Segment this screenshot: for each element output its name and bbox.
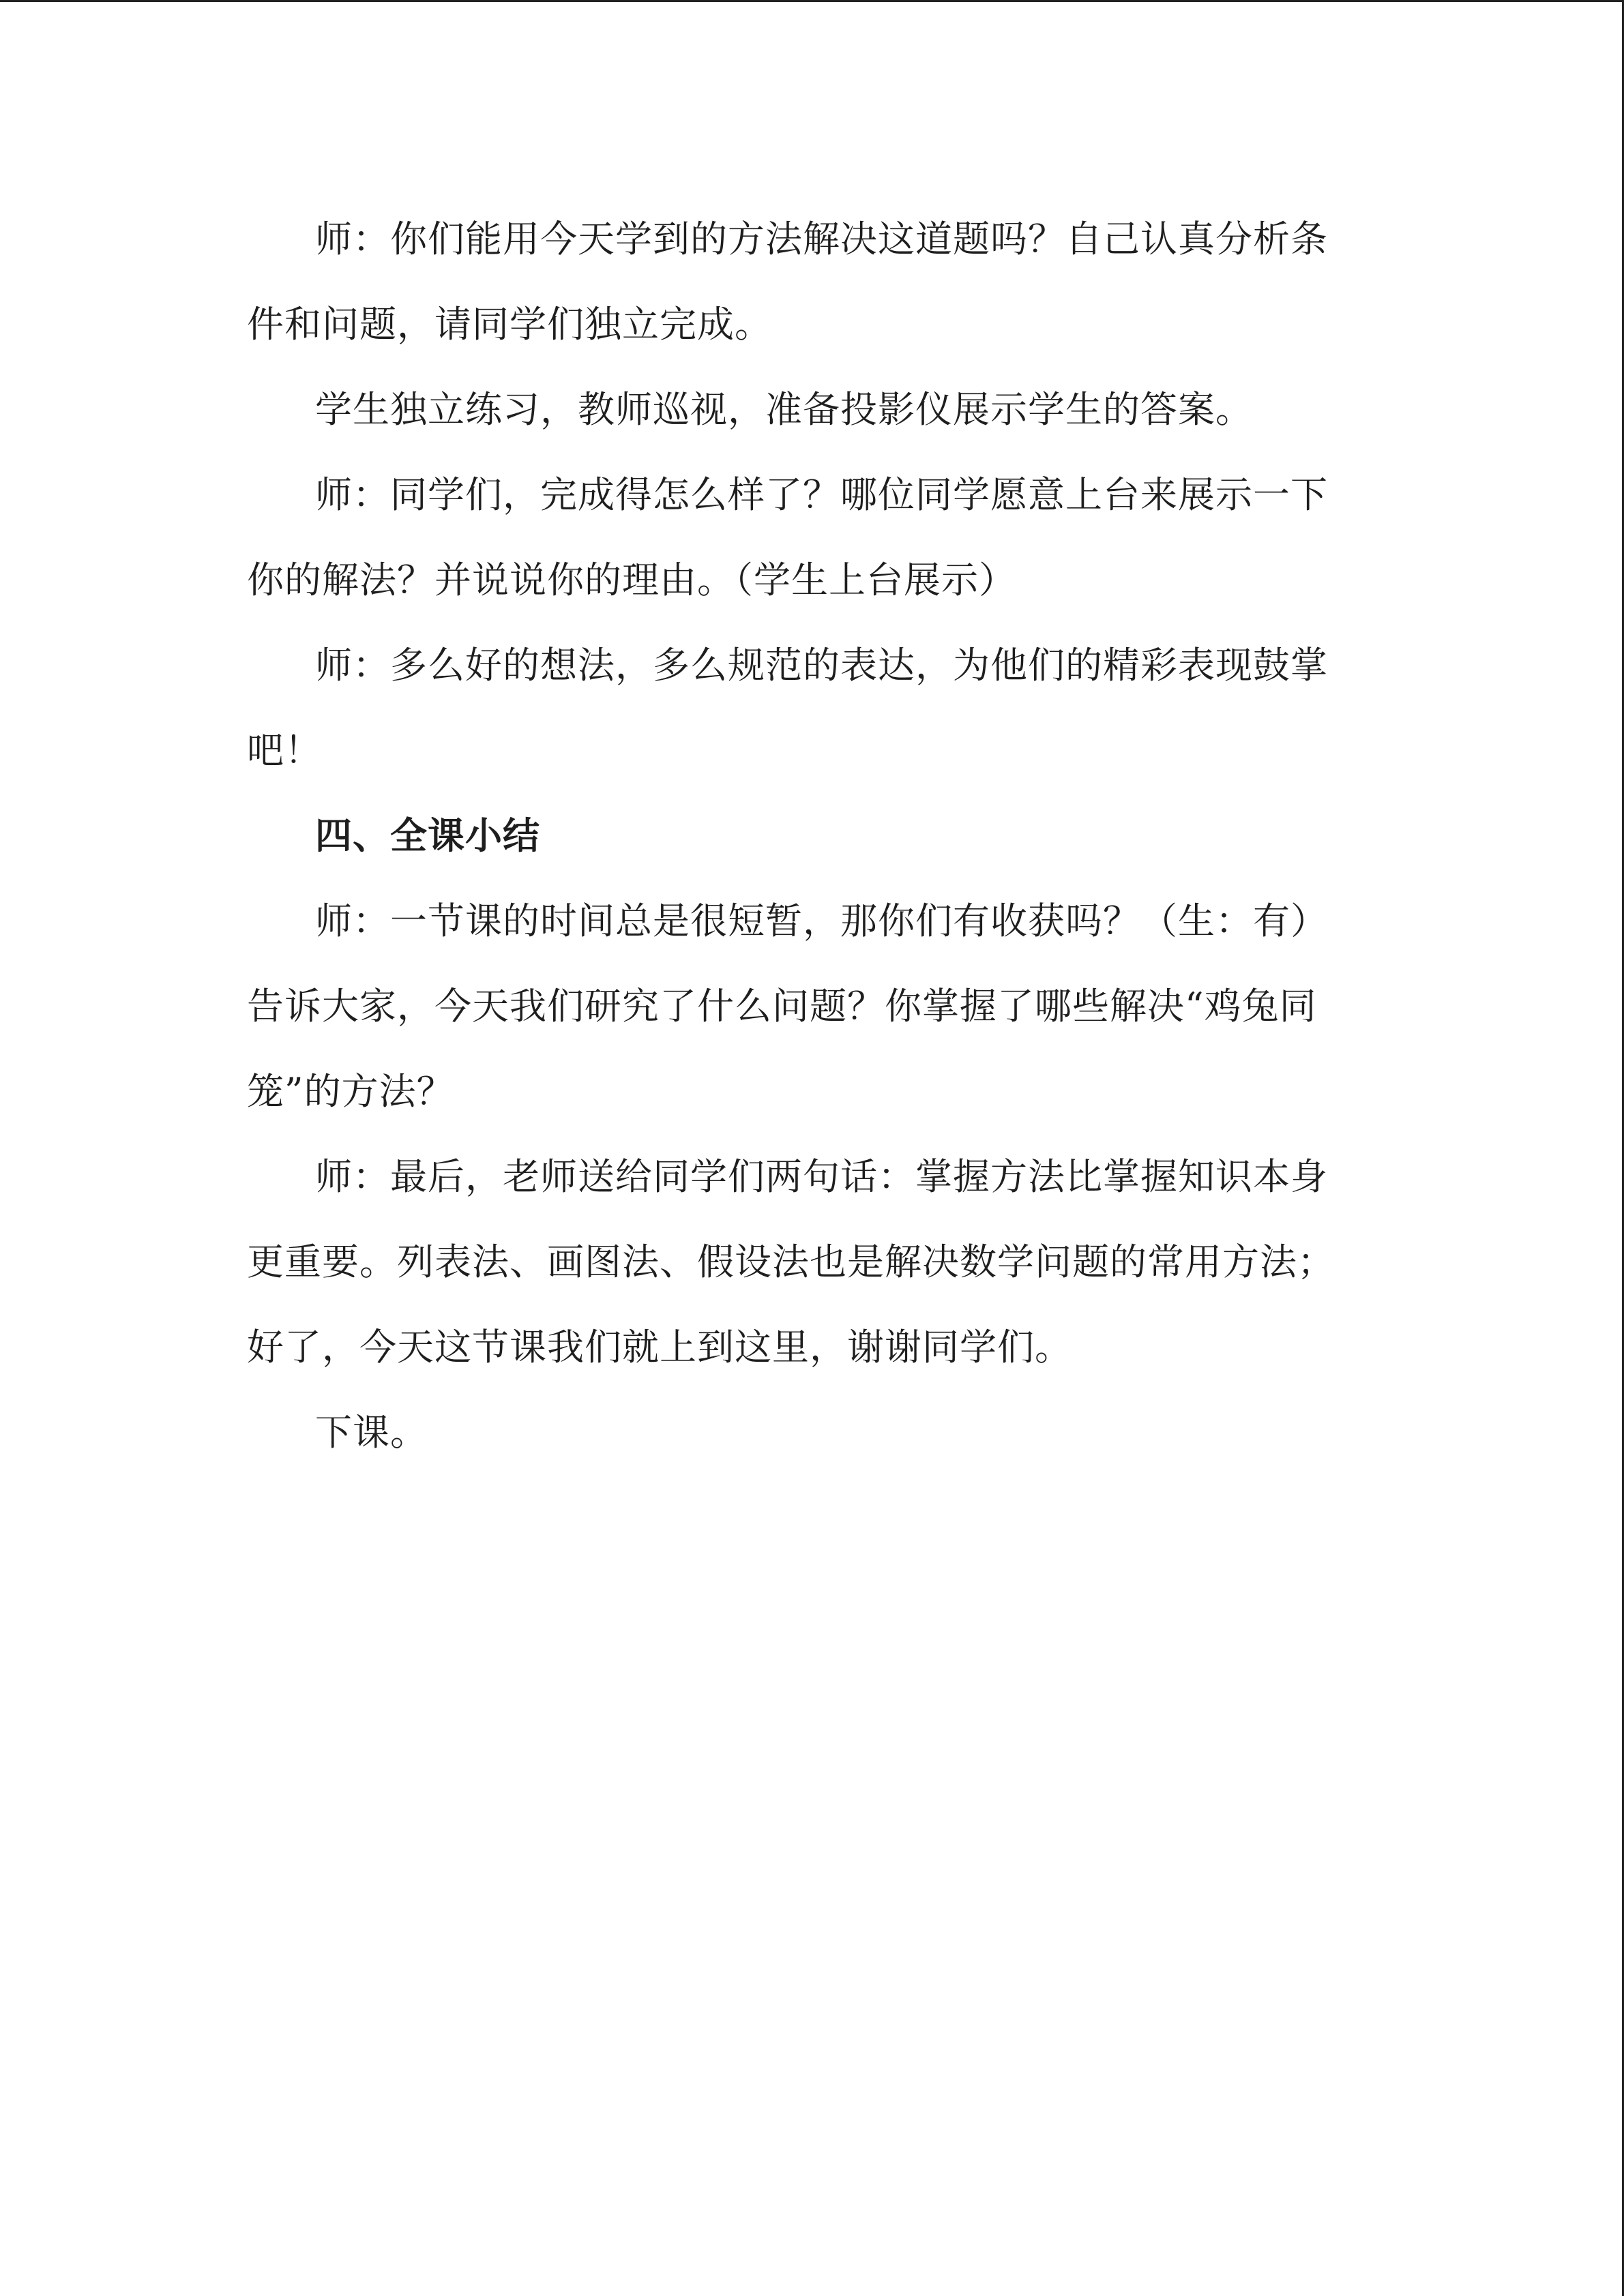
paragraph-closing-words: 师：最后，老师送给同学们两句话：掌握方法比掌握知识本身更重要。列表法、画图法、假设法也是解决数学问题的常用方法；好了，今天这节课我们就上到这里，谢谢同学们。 — [247, 1155, 1335, 1369]
paragraph-teacher-question: 师：你们能用今天学到的方法解决这道题吗？自己认真分析条件和问题，请同学们独立完成。 — [247, 218, 1328, 346]
section-heading-summary: 四、全课小结 — [315, 814, 540, 857]
page-top-border — [0, 0, 1624, 2]
paragraph-student-practice: 学生独立练习，教师巡视，准备投影仪展示学生的答案。 — [315, 388, 1253, 431]
paragraph-teacher-ask-show: 师：同学们，完成得怎么样了？哪位同学愿意上台来展示一下你的解法？并说说你的理由。（学生上台展示） — [247, 473, 1328, 601]
paragraph-class-dismissed: 下课。 — [315, 1411, 428, 1454]
paragraph-summary-question: 师：一节课的时间总是很短暂，那你们有收获吗？（生：有）告诉大家，今天我们研究了什么问题？你掌握了哪些解决“鸡兔同笼”的方法？ — [247, 899, 1328, 1113]
paragraph-teacher-praise: 师：多么好的想法，多么规范的表达，为他们的精彩表现鼓掌吧！ — [247, 644, 1328, 772]
document-body — [247, 196, 1355, 1475]
